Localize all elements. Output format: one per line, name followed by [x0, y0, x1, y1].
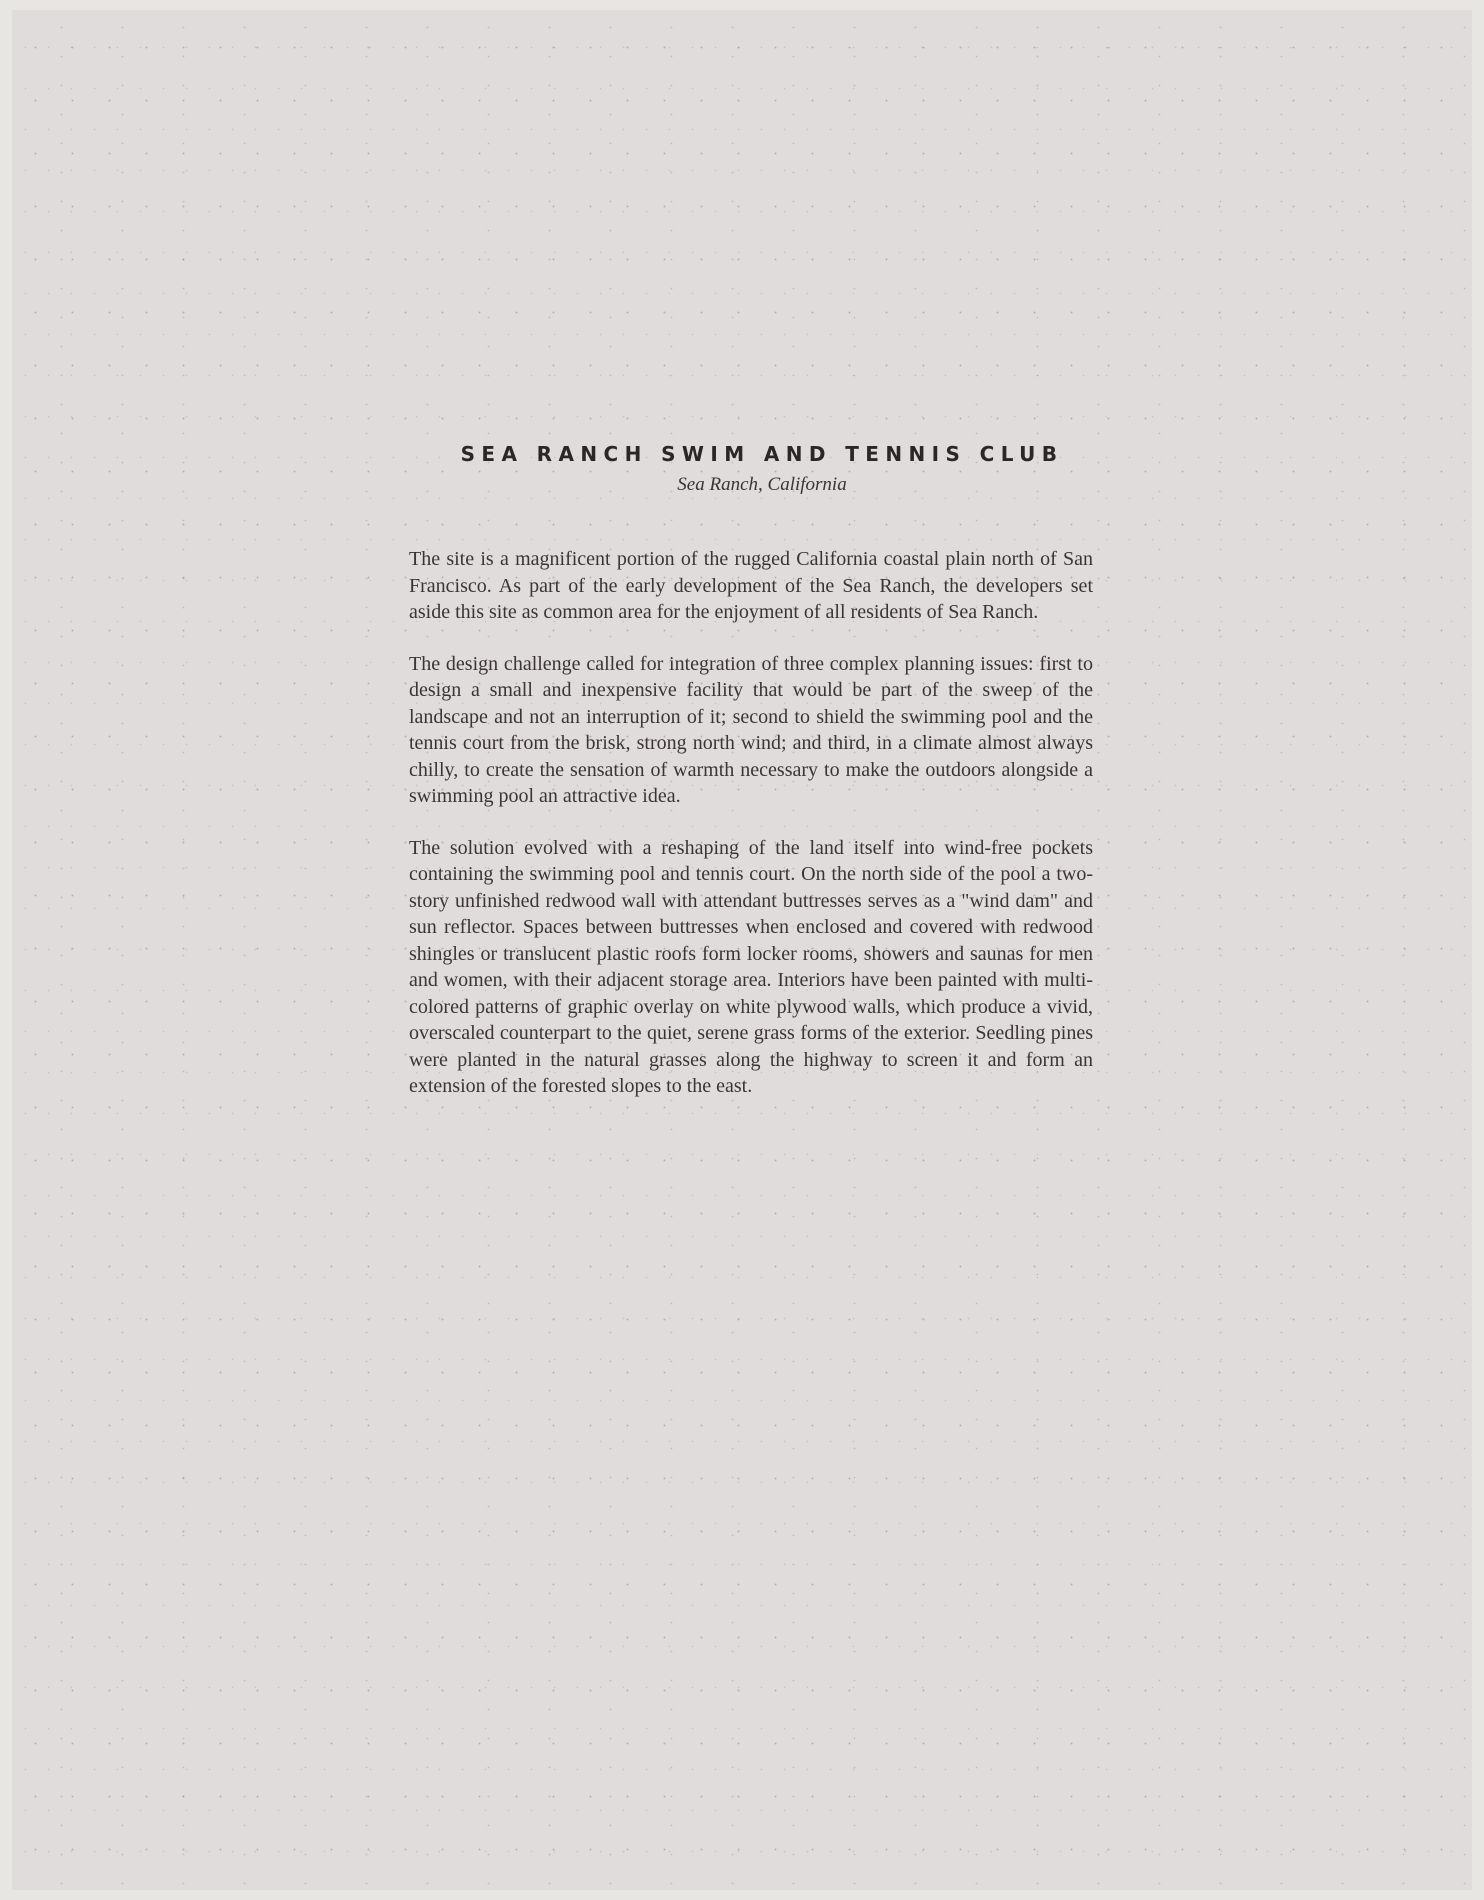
paragraph-site: The site is a magnificent portion of the rugged California coastal plain north of San Francisco. As part of the early development of the Sea Ranch, the developers set aside this site as common area for the enjoyment of all residents of Sea Ranch.	[409, 548, 1093, 623]
document-body	[409, 546, 1093, 1125]
paragraph-design-challenge: The design challenge called for integration of three complex planning issues: first to design a small and inexpensive facility that would be part of the sweep of the landscape and not an interruption of it; second to shield the swimming pool and the tennis court from the brisk, strong north wind; and third, in a climate almost always chilly, to create the sensation of warmth necessary to make the outdoors alongside a swimming pool an attractive idea.	[409, 652, 1093, 807]
document-title: SEA RANCH SWIM AND TENNIS CLUB	[460, 442, 1064, 466]
paper-sheet	[12, 10, 1472, 1890]
paragraph-solution: The solution evolved with a reshaping of the land itself into wind-free pockets containing the swimming pool and tennis court. On the north side of the pool a two-story unfinished redwood wall with attendant buttresses serves as a "wind dam" and sun reflector. Spaces between buttresses when enclosed and covered with redwood shingles or translucent plastic roofs form locker rooms, showers and saunas for men and women, with their adjacent storage area. Interiors have been painted with multi-colored patterns of graphic overlay on white plywood walls, which produce a vivid, overscaled counterpart to the quiet, serene grass forms of the exterior. Seedling pines were planted in the natural grasses along the highway to screen it and form an extension of the forested slopes to the east.	[409, 836, 1093, 1097]
document-subtitle: Sea Ranch, California	[677, 474, 847, 495]
